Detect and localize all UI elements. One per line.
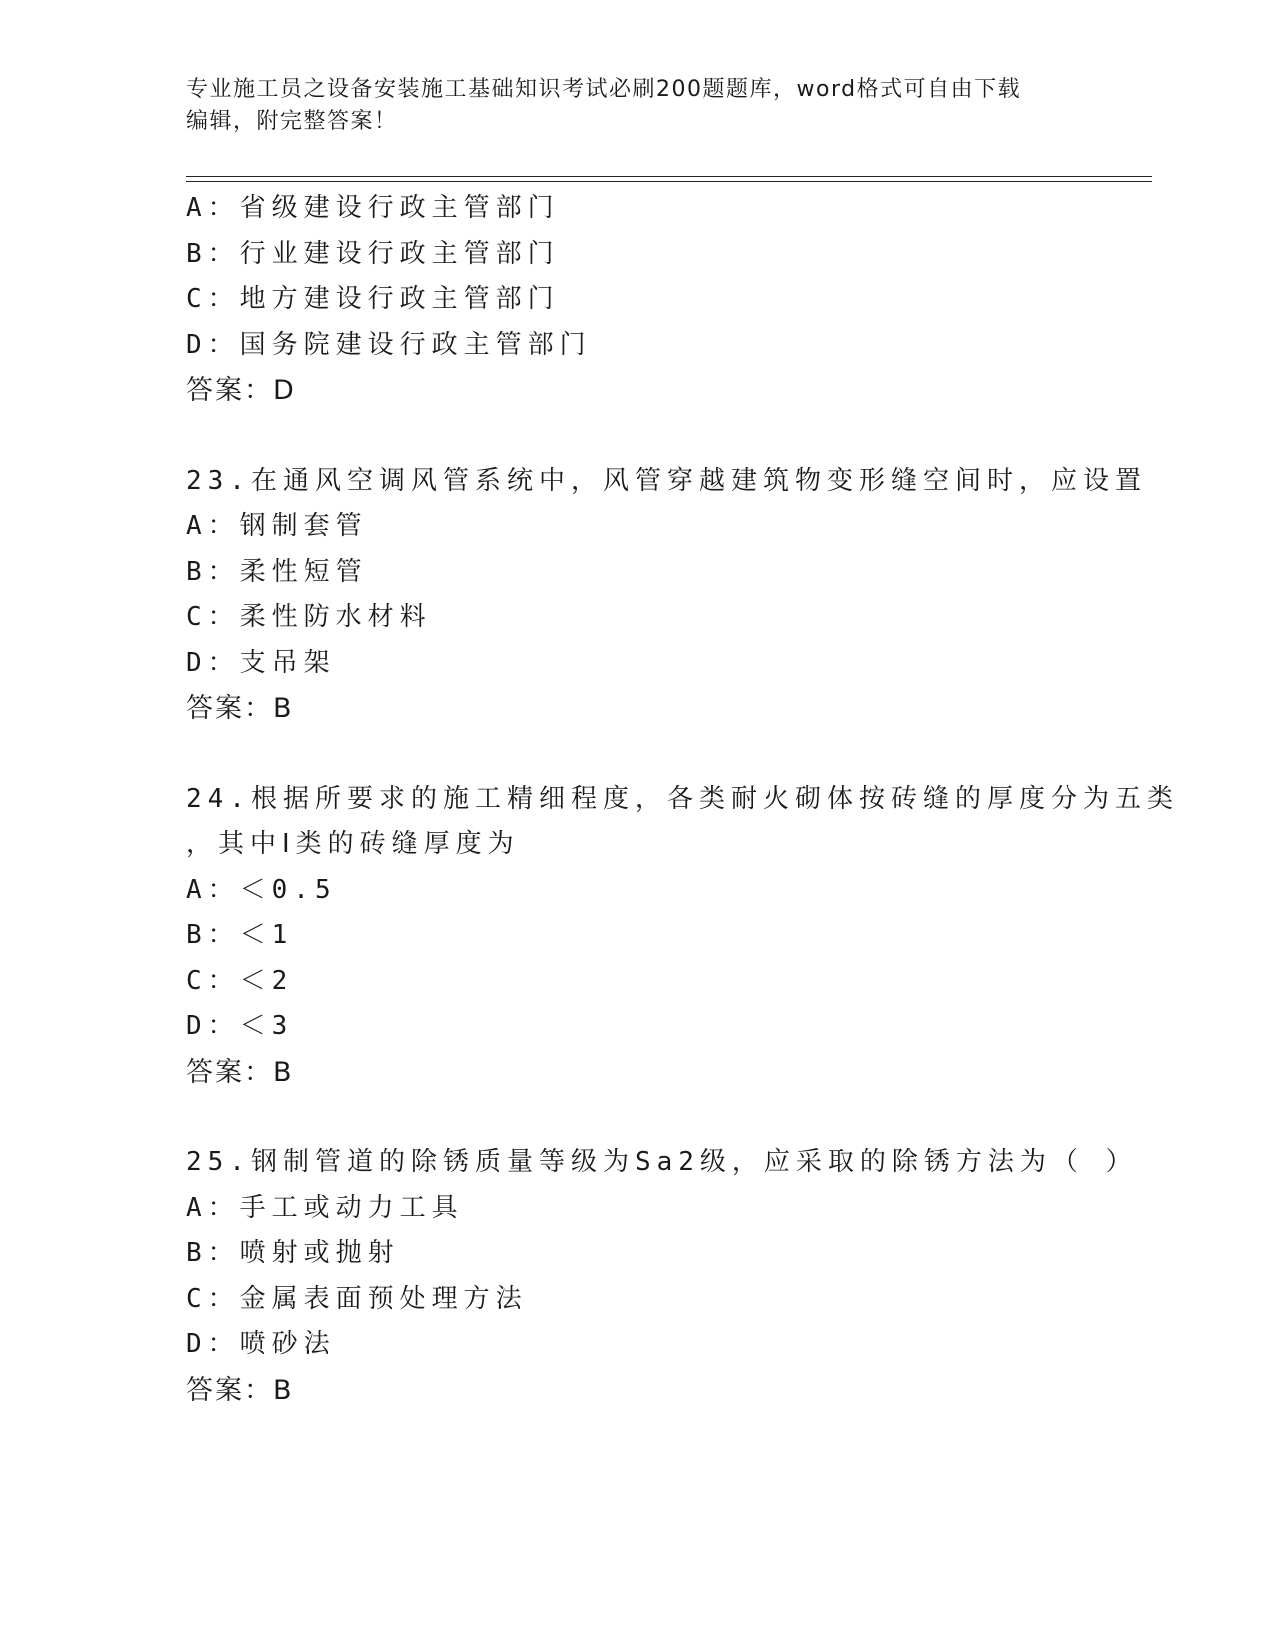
- option-c: C：金属表面预处理方法: [186, 1283, 528, 1314]
- option-a: A：＜0.5: [186, 874, 337, 905]
- question-text-line-1: 24.根据所要求的施工精细程度，各类耐火砌体按砖缝的厚度分为五类: [186, 783, 1179, 814]
- spacer: [186, 414, 1126, 459]
- document-header: [186, 74, 1086, 138]
- option-b: B：行业建设行政主管部门: [186, 238, 560, 269]
- question-text-line-2: ，其中Ⅰ类的砖缝厚度为: [186, 829, 520, 859]
- option-c: C：柔性防水材料: [186, 602, 432, 632]
- header-line-1: 专业施工员之设备安装施工基础知识考试必刷200题题库，word格式可自由下载: [186, 77, 1022, 102]
- option-a: A：省级建设行政主管部门: [186, 193, 560, 223]
- question-list: [186, 186, 1179, 1413]
- option-c: C：地方建设行政主管部门: [186, 284, 560, 314]
- header-divider-top: [186, 176, 1152, 177]
- option-b: B：柔性短管: [186, 556, 368, 587]
- question-text: 25.钢制管道的除锈质量等级为Sa2级，应采取的除锈方法为（ ）: [186, 1147, 1138, 1177]
- answer-line: 答案：D: [186, 375, 296, 406]
- header-divider-bottom: [186, 181, 1152, 182]
- option-a: A：手工或动力工具: [186, 1192, 464, 1223]
- option-b: B：＜1: [186, 920, 294, 950]
- question-text: 23.在通风空调风管系统中，风管穿越建筑物变形缝空间时，应设置: [186, 465, 1147, 496]
- option-d: D：喷砂法: [186, 1329, 336, 1359]
- spacer: [186, 1095, 1126, 1140]
- answer-line: 答案：B: [186, 693, 294, 724]
- option-d: D：国务院建设行政主管部门: [186, 329, 592, 360]
- question-25-block: [186, 1140, 1138, 1413]
- question-23-block: [186, 459, 1147, 732]
- answer-line: 答案：B: [186, 1056, 294, 1088]
- question-22-block: [186, 186, 1126, 414]
- option-a: A：钢制套管: [186, 511, 368, 541]
- option-b: B：喷射或抛射: [186, 1238, 400, 1268]
- answer-line: 答案：B: [186, 1374, 294, 1406]
- option-c: C：＜2: [186, 965, 294, 996]
- spacer: [186, 732, 1126, 777]
- option-d: D：支吊架: [186, 647, 336, 678]
- question-24-block: [186, 777, 1179, 1096]
- option-d: D：＜3: [186, 1011, 294, 1041]
- header-line-2: 编辑，附完整答案！: [186, 109, 398, 134]
